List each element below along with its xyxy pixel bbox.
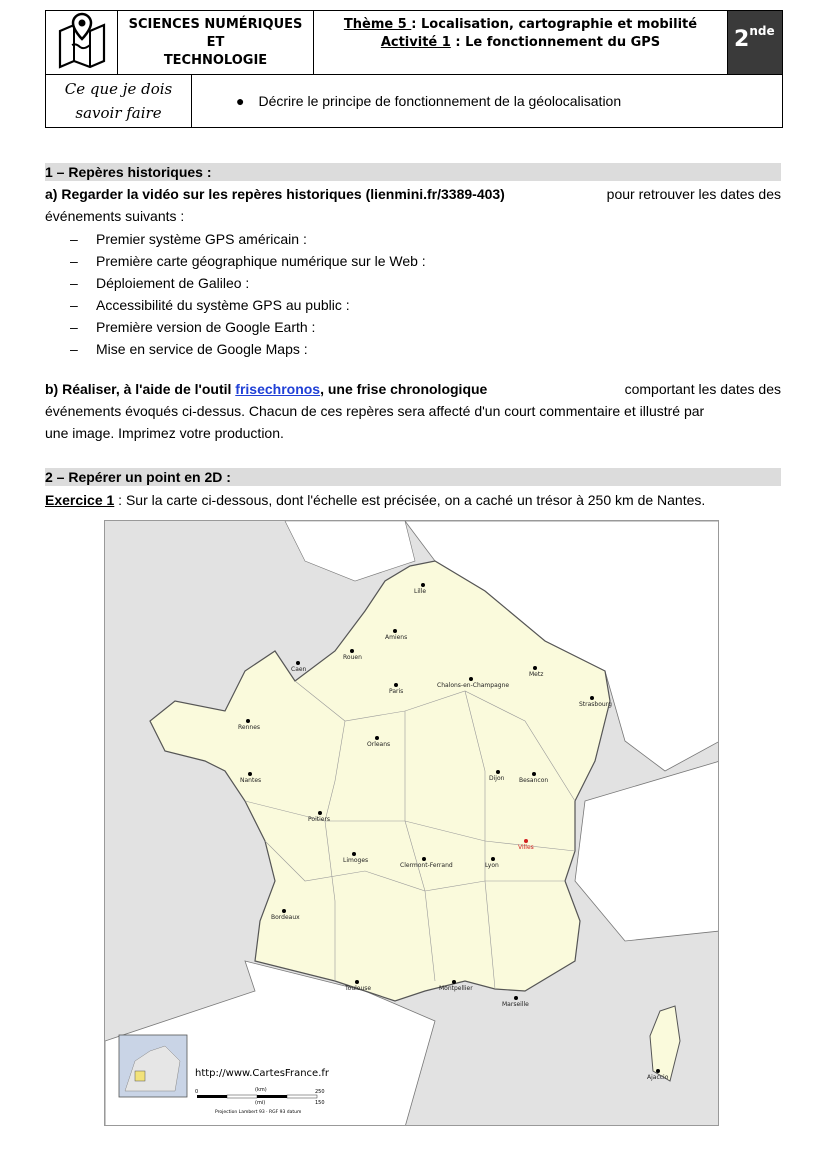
events-list: [70, 228, 426, 360]
subject-title: SCIENCES NUMÉRIQUES ET TECHNOLOGIE: [118, 11, 314, 74]
activity-label: Activité 1: [380, 35, 451, 50]
svg-text:Rouen: Rouen: [343, 654, 362, 661]
svg-text:Paris: Paris: [389, 688, 404, 695]
svg-text:Dijon: Dijon: [489, 775, 505, 782]
svg-text:Villes: Villes: [518, 844, 534, 851]
svg-text:Montpellier: Montpellier: [439, 985, 473, 992]
svg-text:Besancon: Besancon: [519, 777, 549, 784]
svg-text:Rennes: Rennes: [238, 724, 261, 731]
svg-text:Nantes: Nantes: [240, 777, 262, 784]
objective-text: ● Décrire le principe de fonctionnement de la géolocalisation: [236, 93, 622, 109]
svg-text:250: 250: [315, 1089, 325, 1095]
list-item: – Première carte géographique numérique sur le Web :: [70, 253, 426, 269]
svg-text:Lyon: Lyon: [485, 862, 499, 869]
map-pin-logo-icon: [46, 11, 118, 74]
list-item: – Première version de Google Earth :: [70, 319, 316, 335]
list-item: – Mise en service de Google Maps :: [70, 341, 308, 357]
svg-text:(km): (km): [255, 1087, 267, 1093]
header-row: [46, 11, 782, 75]
svg-text:Caen: Caen: [291, 666, 307, 673]
svg-text:Bordeaux: Bordeaux: [271, 914, 300, 921]
level-badge: 2nde: [728, 11, 783, 74]
svg-text:(mi): (mi): [255, 1100, 266, 1106]
frisechronos-link[interactable]: frisechronos: [235, 381, 321, 397]
header-table: [45, 10, 783, 128]
section2-title: 2 – Repérer un point en 2D :: [45, 468, 781, 486]
section1-a-paragraph: a) Regarder la vidéo sur les repères historiques (lienmini.fr/3389-403) pour retrouver les dates des événements suivants :: [45, 186, 781, 224]
section1-b-paragraph: b) Réaliser, à l'aide de l'outil frisechronos, une frise chronologique comportant les dates des événements évoqués ci-dessus. Chacun de ces repères sera affecté d'un court commentaire et illustré par une image. Imprimez votre production.: [45, 381, 781, 441]
savoir-faire-label: Ce que je dois savoir faire: [46, 74, 192, 128]
activity-text: : Le fonctionnement du GPS: [450, 35, 661, 50]
theme-text: : Localisation, cartographie et mobilité: [411, 17, 698, 32]
svg-text:Marseille: Marseille: [502, 1001, 529, 1008]
svg-text:Clermont-Ferrand: Clermont-Ferrand: [400, 862, 453, 869]
svg-text:Projection Lambert 93 · RGF 93: Projection Lambert 93 · RGF 93 datum: [215, 1110, 302, 1115]
svg-text:Toulouse: Toulouse: [345, 985, 372, 992]
exercise1-text: Exercice 1 : Sur la carte ci-dessous, dont l'échelle est précisée, on a caché un trésor à 250 km de Nantes.: [45, 492, 706, 508]
svg-text:Strasbourg: Strasbourg: [579, 701, 612, 708]
svg-text:Amiens: Amiens: [385, 634, 408, 641]
list-item: – Accessibilité du système GPS au public :: [70, 297, 350, 313]
svg-text:Chalons-en-Champagne: Chalons-en-Champagne: [437, 682, 510, 689]
svg-text:Limoges: Limoges: [343, 857, 369, 864]
map-credit: http://www.CartesFrance.fr: [195, 1068, 329, 1079]
objectives-row: [46, 74, 782, 128]
svg-text:Poitiers: Poitiers: [308, 816, 331, 823]
svg-text:Ajaccio: Ajaccio: [647, 1074, 669, 1081]
list-item: – Déploiement de Galileo :: [70, 275, 250, 291]
svg-text:Lille: Lille: [414, 588, 427, 595]
bullet-icon: ●: [236, 93, 245, 109]
svg-text:Metz: Metz: [529, 671, 544, 678]
theme-label: Thème 5: [343, 17, 412, 32]
svg-text:0: 0: [195, 1089, 199, 1095]
list-item: – Premier système GPS américain :: [70, 231, 307, 247]
section1-title: 1 – Repères historiques :: [45, 163, 781, 181]
svg-text:Orleans: Orleans: [367, 741, 391, 748]
theme-activity: [314, 11, 728, 74]
france-map: [104, 520, 719, 1126]
svg-text:150: 150: [315, 1100, 325, 1106]
